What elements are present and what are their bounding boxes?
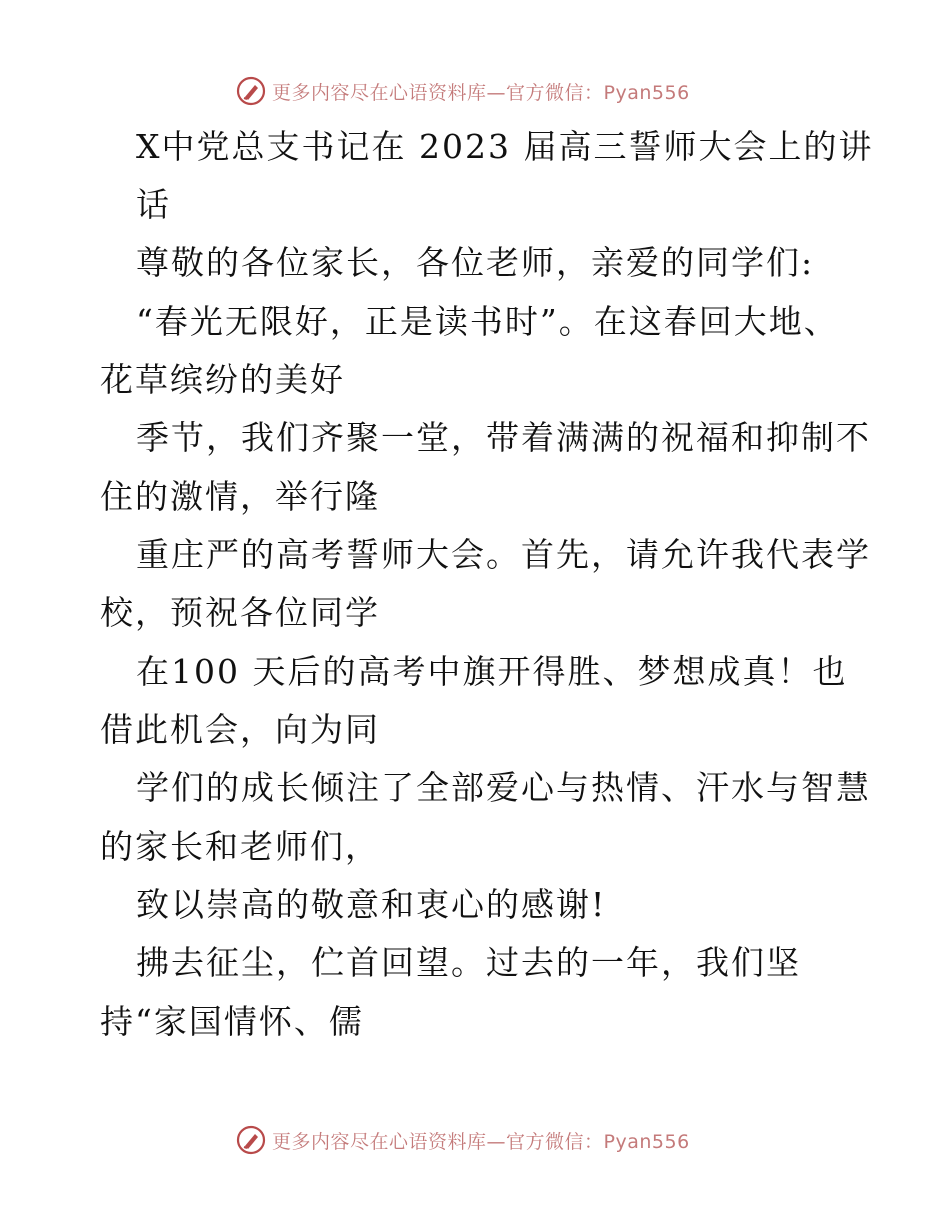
watermark-header [236,74,690,108]
doc-paragraph-line: 花草缤纷的美好 [100,360,345,399]
doc-paragraph-line: 拂去征尘，伫首回望。过去的一年，我们坚 [136,943,801,982]
watermark-text: 更多内容尽在心语资料库—官方微信：Pyan556 [272,81,690,104]
doc-paragraph-line: 在100 天后的高考中旗开得胜、梦想成真！也 [136,652,848,691]
watermark-text: 更多内容尽在心语资料库—官方微信：Pyan556 [272,1130,690,1153]
doc-paragraph-line: 季节，我们齐聚一堂，带着满满的祝福和抑制不 [136,418,871,457]
pen-logo-icon [236,1125,266,1155]
doc-paragraph-line: 住的激情，举行隆 [100,477,380,516]
doc-title-line-1: X中党总支书记在 2023 届高三誓师大会上的讲 [136,127,874,166]
doc-title-line-2: 话 [136,185,171,224]
doc-paragraph-line: 致以崇高的敬意和衷心的感谢! [136,885,607,924]
doc-paragraph-line: 持“家国情怀、儒 [100,1002,364,1041]
doc-paragraph-line: “春光无限好，正是读书时”。在这春回大地、 [136,302,839,341]
doc-paragraph-line: 校，预祝各位同学 [100,593,380,632]
watermark-footer [236,1123,690,1157]
pen-logo-icon [236,76,266,106]
doc-paragraph-line: 的家长和老师们， [100,827,380,866]
doc-paragraph-line: 尊敬的各位家长，各位老师，亲爱的同学们: [136,243,815,282]
doc-paragraph-line: 借此机会，向为同 [100,710,380,749]
doc-paragraph-line: 重庄严的高考誓师大会。首先，请允许我代表学 [136,535,871,574]
doc-paragraph-line: 学们的成长倾注了全部爱心与热情、汗水与智慧 [136,768,871,807]
